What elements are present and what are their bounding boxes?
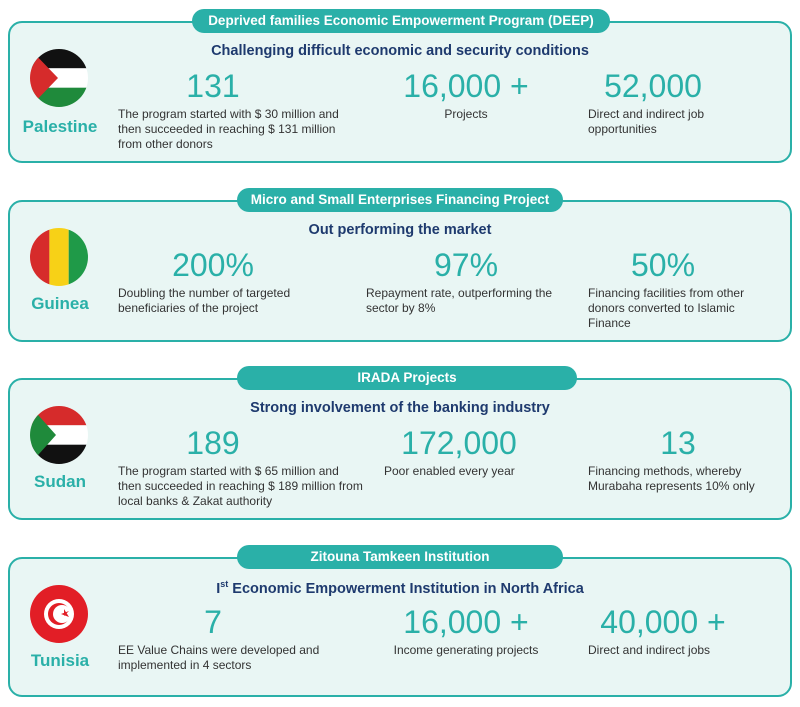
stat-item bbox=[588, 605, 768, 658]
country-name: Tunisia bbox=[30, 651, 90, 670]
stat-description: Direct and indirect job opportunities bbox=[588, 107, 705, 136]
stat-value: 50% bbox=[630, 247, 696, 283]
irada-card bbox=[8, 378, 792, 520]
program-title-pill: Zitouna Tamkeen Institution bbox=[237, 545, 563, 569]
stat-value: 200% bbox=[172, 247, 254, 283]
stat-value: 189 bbox=[186, 425, 240, 461]
tunisia-flag-icon bbox=[30, 585, 88, 643]
msme-card bbox=[8, 200, 792, 342]
stat-description: Financing methods, whereby Murabaha represents 10% only bbox=[588, 464, 755, 493]
stat-value: 131 bbox=[186, 68, 240, 104]
stat-item bbox=[588, 69, 768, 137]
country-name: Guinea bbox=[31, 294, 89, 313]
sudan-flag-icon bbox=[30, 406, 88, 464]
stat-value: 97% bbox=[433, 247, 499, 283]
stat-value: 172,000 bbox=[401, 425, 517, 461]
section-subtitle bbox=[10, 579, 790, 597]
stat-description: Projects bbox=[444, 107, 488, 121]
stat-description: Income generating projects bbox=[393, 643, 539, 657]
stat-item bbox=[118, 426, 364, 509]
deep-card bbox=[8, 21, 792, 163]
program-title-pill: IRADA Projects bbox=[237, 366, 577, 390]
section-subtitle: Challenging difficult economic and security conditions bbox=[211, 43, 589, 59]
subtitle-text: Economic Empowerment Institution in North Africa bbox=[232, 580, 584, 597]
guinea-flag-icon bbox=[30, 228, 88, 286]
stat-description: Direct and indirect jobs bbox=[588, 643, 711, 657]
stat-item bbox=[118, 248, 338, 316]
program-title-pill: Micro and Small Enterprises Financing Project bbox=[237, 188, 563, 212]
stat-item bbox=[366, 248, 566, 316]
stat-item bbox=[376, 69, 556, 122]
program-title-pill: Deprived families Economic Empowerment Program (DEEP) bbox=[192, 9, 610, 33]
stat-description: Doubling the number of targeted beneficiaries of the project bbox=[118, 286, 291, 315]
stat-description: The program started with $ 65 million and then succeeded in reaching $ 189 million from local banks & Zakat authority bbox=[118, 464, 363, 508]
stat-description: Repayment rate, outperforming the sector by 8% bbox=[366, 286, 553, 315]
stat-item bbox=[118, 605, 338, 673]
subtitle-superscript: st bbox=[220, 579, 229, 589]
stat-item bbox=[384, 426, 564, 479]
stat-description: Poor enabled every year bbox=[384, 464, 515, 478]
stat-item bbox=[588, 248, 768, 331]
stat-value: 40,000 + bbox=[600, 604, 726, 640]
subtitle-prefix: I bbox=[216, 580, 221, 597]
stat-description: Financing facilities from other donors converted to Islamic Finance bbox=[588, 286, 745, 330]
country-name: Palestine bbox=[22, 117, 98, 136]
stat-description: The program started with $ 30 million and then succeeded in reaching $ 131 million from other donors bbox=[118, 107, 339, 151]
stat-item bbox=[118, 69, 358, 152]
stat-value: 13 bbox=[660, 425, 696, 461]
zitouna-card bbox=[8, 557, 792, 697]
stat-value: 16,000 + bbox=[403, 604, 529, 640]
section-subtitle: Out performing the market bbox=[308, 222, 492, 238]
stat-item bbox=[588, 426, 778, 494]
stat-value: 52,000 bbox=[604, 68, 702, 104]
stat-item bbox=[376, 605, 556, 658]
country-name: Sudan bbox=[34, 472, 86, 491]
palestine-flag-icon bbox=[30, 49, 88, 107]
section-subtitle: Strong involvement of the banking industry bbox=[250, 400, 550, 416]
stat-value: 16,000 + bbox=[403, 68, 529, 104]
stat-description: EE Value Chains were developed and implemented in 4 sectors bbox=[118, 643, 320, 672]
stat-value: 7 bbox=[204, 604, 222, 640]
